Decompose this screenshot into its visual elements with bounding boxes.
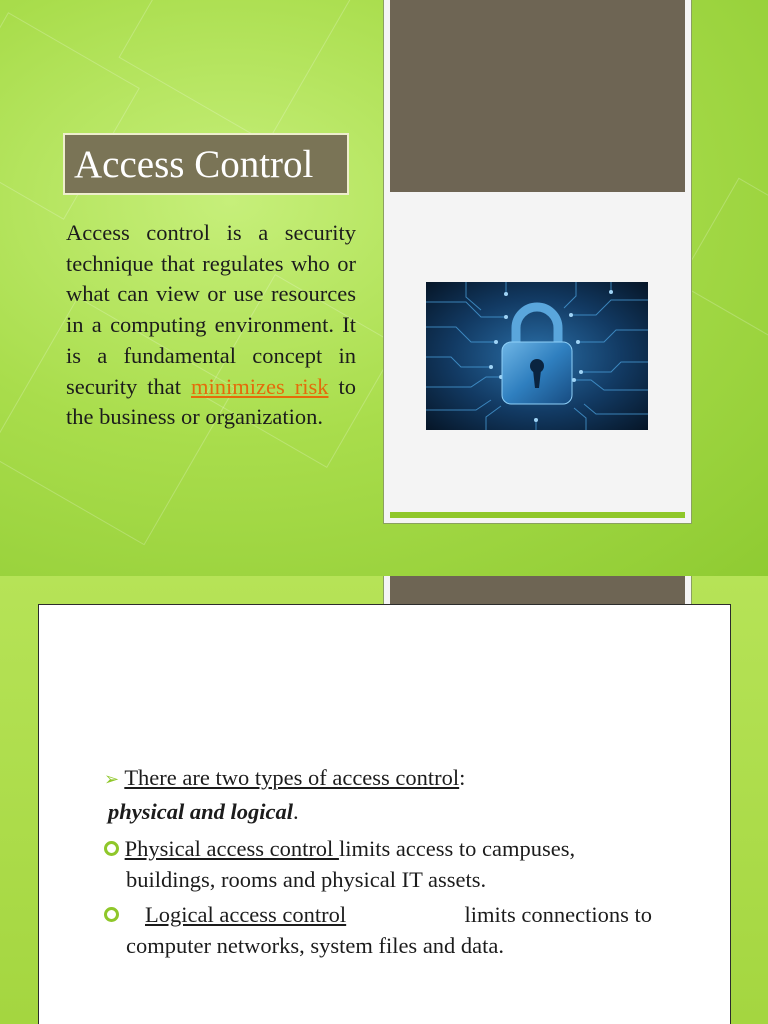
types-text: physical and logical [108, 799, 293, 824]
slide-2 [0, 576, 768, 1024]
padlock-icon [426, 282, 648, 430]
types-line [108, 796, 299, 827]
circle-bullet-icon [104, 907, 119, 922]
intro-line [104, 762, 465, 795]
physical-description: limits access to campuses, [338, 836, 576, 861]
physical-access-item [104, 833, 652, 864]
logical-term: Logical access control [145, 902, 347, 927]
physical-access-item-line2: buildings, rooms and physical IT assets. [126, 867, 487, 892]
description-text-end: to the business or organization. [66, 373, 356, 430]
intro-colon: : [459, 765, 466, 790]
logical-description: limits connections to [464, 902, 652, 927]
description-paragraph [66, 218, 356, 433]
description-text: Access control is a security technique that regulates who or what can view or use resources in a computing environment. It is a fundamental concept in security that [66, 220, 356, 399]
circle-bullet-icon [104, 841, 119, 856]
slide-title: Access Control [63, 133, 349, 195]
arrow-bullet-icon: ➢ [104, 769, 120, 790]
types-period: . [293, 799, 299, 824]
image-panel [383, 0, 692, 524]
logical-access-item-line2: computer networks, system files and data. [126, 933, 505, 958]
minimizes-risk-link[interactable]: minimizes risk [190, 373, 329, 399]
panel-header-block [390, 0, 685, 192]
intro-text: There are two types of access control [124, 765, 460, 790]
physical-term: Physical access control [124, 836, 339, 861]
background-hexagon [119, 0, 354, 143]
logical-access-item [104, 899, 652, 930]
panel-accent-bar [390, 512, 685, 518]
circuit-padlock-image [426, 282, 648, 430]
